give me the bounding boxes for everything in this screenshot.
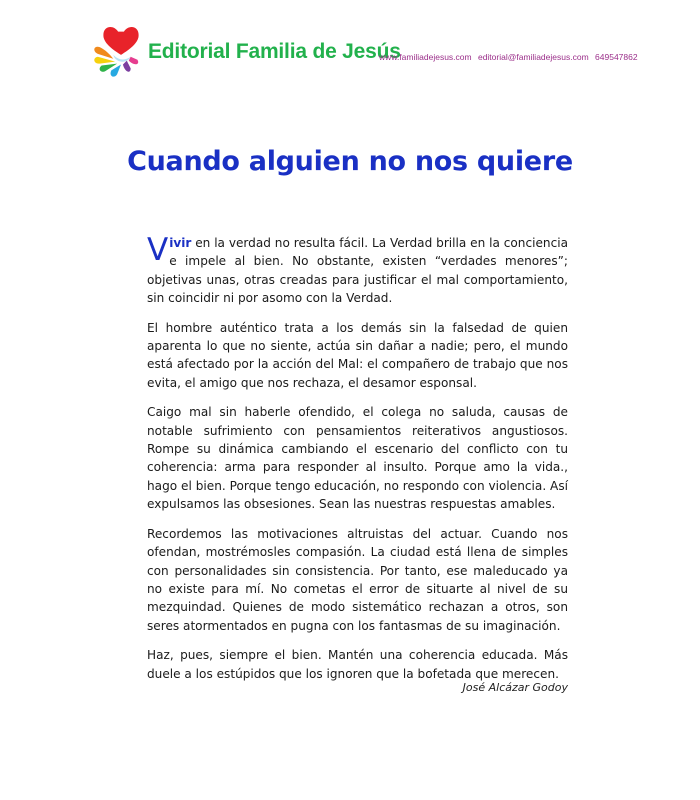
website-link[interactable]: www.familiadejesus.com xyxy=(379,52,472,62)
contact-info xyxy=(379,52,642,62)
paragraph-1-text: en la verdad no resulta fácil. La Verdad brilla en la conciencia e impele al bien. No obstante, existen “verdades menores”; objetivas unas, otras creadas para justificar el mal comportamiento, sin coincidir ni por asomo con la Verdad. xyxy=(147,236,568,306)
drop-cap: V xyxy=(147,232,169,268)
paragraph-4: Recordemos las motivaciones altruistas del actuar. Cuando nos ofendan, mostrémosles compasión. La ciudad está llena de simples con personalidades sin consistencia. Por tanto, ese maleducado ya no existe para mí. No cometas el error de situarte al nivel de su mezquindad. Quienes de modo sistemático rechazan a otros, son seres atormentados en pugna con los fantasmas de su imaginación. xyxy=(147,526,568,633)
article-body xyxy=(147,234,568,694)
lead-word: ivir xyxy=(169,236,192,250)
phone-number: 649547862 xyxy=(595,52,638,62)
page-title: Cuando alguien no nos quiere xyxy=(127,146,573,178)
author-signature: José Alcázar Godoy xyxy=(462,681,568,694)
paragraph-1 xyxy=(147,234,568,308)
header xyxy=(92,22,638,82)
paragraph-3: Caigo mal sin haberle ofendido, el colega no saluda, causas de notable sufrimiento con pensamientos reiterativos angustiosos. Rompe su dinámica cambiando el escenario del conflicto con tu coherencia: arma para responder al insulto. Porque amo la vida., hago el bien. Porque tengo educación, no respondo con violencia. Así expulsamos las obsesiones. Sean las nuestras respuestas amables. xyxy=(147,405,568,512)
paragraph-2: El hombre auténtico trata a los demás sin la falsedad de quien aparenta lo que no siente, actúa sin dañar a nadie; pero, el mundo está afectado por la acción del Mal: el compañero de trabajo que nos evita, el amigo que nos rechaza, el desamor esponsal. xyxy=(147,320,568,390)
publisher-name: Editorial Familia de Jesús xyxy=(148,40,401,63)
paragraph-5: Haz, pues, siempre el bien. Mantén una coherencia educada. Más duele a los estúpidos que los ignoren que la bofetada que merecen. xyxy=(147,648,568,681)
email-link[interactable]: editorial@familiadejesus.com xyxy=(477,52,589,62)
hands-heart-logo-icon xyxy=(92,22,150,80)
